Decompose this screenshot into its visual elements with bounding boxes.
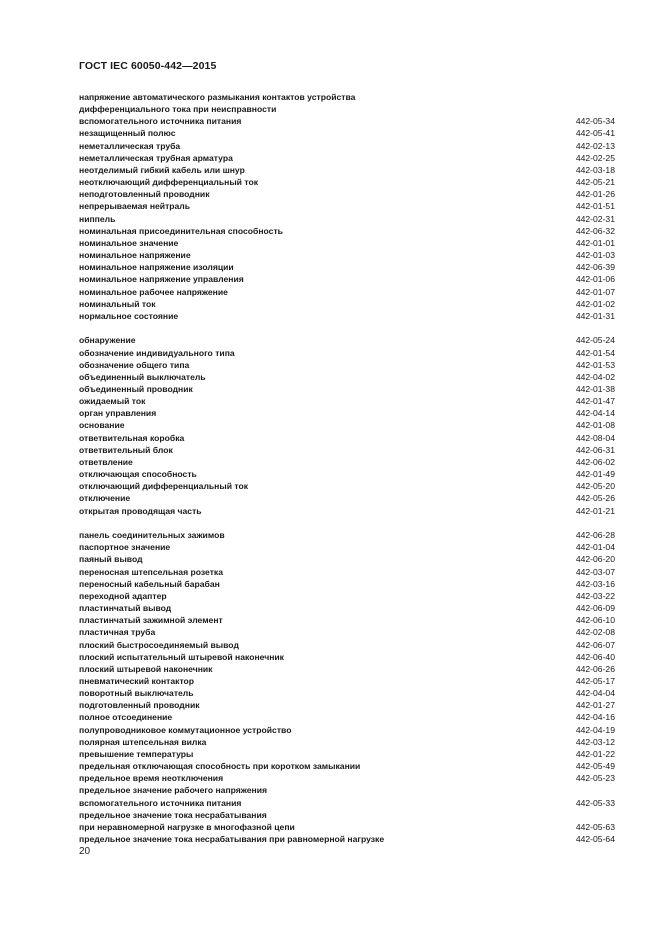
index-term: предельное значение тока несрабатывания (79, 809, 267, 820)
index-entry (79, 432, 615, 444)
index-code: 442-06-40 (575, 651, 615, 662)
index-entry (79, 310, 615, 322)
index-code: 442-04-16 (575, 712, 615, 723)
index-code: 442-03-12 (575, 736, 615, 747)
index-term: номинальное напряжение изоляции (79, 262, 234, 273)
index-term: поворотный выключатель (79, 688, 194, 699)
index-term: ожидаемый ток (79, 396, 146, 407)
index-entry (79, 663, 615, 675)
index-term: орган управления (79, 408, 157, 419)
index-entry (79, 639, 615, 651)
index-entry (79, 152, 615, 164)
index-code: 442-04-19 (575, 724, 615, 735)
index-code: 442-01-47 (575, 396, 615, 407)
index-term: ответвительный блок (79, 444, 173, 455)
index-code: 442-03-22 (575, 590, 615, 601)
index-entry (79, 237, 615, 249)
index-code: 442-01-21 (575, 505, 615, 516)
index-code: 442-05-33 (575, 797, 615, 808)
index-code: 442-05-21 (575, 177, 615, 188)
index-term: отключение (79, 493, 131, 504)
index-term: неметаллическая трубная арматура (79, 152, 233, 163)
index-term: предельное значение тока несрабатывания при равномерной нагрузке (79, 834, 385, 844)
index-entry (79, 687, 615, 699)
index-code: 442-01-49 (575, 469, 615, 480)
index-term: дифференциального тока при неисправности (79, 104, 277, 115)
index-term: полупроводниковое коммутационное устройство (79, 724, 292, 735)
index-entry (79, 797, 615, 809)
index-term: ниппель (79, 213, 116, 224)
index-code: 442-01-38 (575, 383, 615, 394)
index-term: обнаружение (79, 335, 136, 346)
index-term: вспомогательного источника питания (79, 116, 242, 127)
index-code: 442-05-41 (575, 128, 615, 139)
index-term: пневматический контактор (79, 675, 195, 686)
index-code: 442-06-20 (575, 554, 615, 565)
index-term: пластичная труба (79, 627, 156, 638)
index-code: 442-06-26 (575, 663, 615, 674)
index-entry (79, 809, 615, 821)
index-entry (79, 614, 615, 626)
index-entry (79, 699, 615, 711)
index-code: 442-03-16 (575, 578, 615, 589)
index-entry (79, 395, 615, 407)
index-entry (79, 334, 615, 346)
index-code: 442-01-31 (575, 310, 615, 321)
index-code: 442-06-32 (575, 225, 615, 236)
index-code: 442-05-24 (575, 335, 615, 346)
index-term: предельное значение рабочего напряжения (79, 785, 268, 796)
index-entry (79, 103, 615, 115)
index-term: напряжение автоматического размыкания контактов устройства (79, 92, 356, 102)
index-code: 442-04-02 (575, 371, 615, 382)
index-entry (79, 249, 615, 261)
index-code: 442-06-28 (575, 530, 615, 541)
index-entry (79, 566, 615, 578)
index-code: 442-01-01 (575, 237, 615, 248)
index-term: предельная отключающая способность при коротком замыкании (79, 761, 361, 772)
index-term: объединенный выключатель (79, 371, 206, 382)
index-code: 442-05-34 (575, 116, 615, 127)
index-code: 442-03-18 (575, 164, 615, 175)
index-entry (79, 273, 615, 285)
index-entry (79, 578, 615, 590)
index-entry (79, 164, 615, 176)
index-group (79, 91, 615, 322)
index-entry (79, 286, 615, 298)
index-code: 442-06-10 (575, 615, 615, 626)
index-term: полное отсоединение (79, 712, 173, 723)
index-term: неметаллическая труба (79, 140, 181, 151)
index-entry (79, 456, 615, 468)
index-entry (79, 833, 615, 845)
index-term: номинальное рабочее напряжение (79, 286, 228, 297)
index-entry (79, 772, 615, 784)
index-term: предельное время неотключения (79, 773, 224, 784)
index-entry (79, 419, 615, 431)
index-term: подготовленный проводник (79, 700, 200, 711)
index-code: 442-01-02 (575, 298, 615, 309)
index-term: неотделимый гибкий кабель или шнур (79, 164, 245, 175)
index-entry (79, 590, 615, 602)
index-entry (79, 736, 615, 748)
index-code: 442-04-14 (575, 408, 615, 419)
index-term: открытая проводящая часть (79, 505, 202, 516)
index-code: 442-02-08 (575, 627, 615, 638)
index-entry (79, 383, 615, 395)
index-code: 442-04-04 (575, 688, 615, 699)
index-term: вспомогательного источника питания (79, 797, 242, 808)
index-term: переносная штепсельная розетка (79, 566, 223, 577)
index-entry (79, 91, 615, 103)
index-entry (79, 492, 615, 504)
index-entry (79, 371, 615, 383)
index-entry (79, 505, 615, 517)
index-term: неподготовленный проводник (79, 189, 210, 200)
index-entry (79, 553, 615, 565)
index-entry (79, 127, 615, 139)
index-code: 442-06-09 (575, 603, 615, 614)
index-term: полярная штепсельная вилка (79, 736, 207, 747)
index-code: 442-06-07 (575, 639, 615, 650)
index-term: плоский штыревой наконечник (79, 663, 213, 674)
index-entry (79, 176, 615, 188)
index-code: 442-01-04 (575, 542, 615, 553)
index-term: плоский быстросоединяемый вывод (79, 639, 239, 650)
index-entry (79, 140, 615, 152)
index-term: превышение температуры (79, 748, 194, 759)
index-term: пластинчатый вывод (79, 603, 172, 614)
index-term: плоский испытательный штыревой наконечник (79, 651, 284, 662)
index-term: обозначение общего типа (79, 359, 190, 370)
term-index (79, 91, 615, 858)
index-code: 442-01-53 (575, 359, 615, 370)
index-entry (79, 480, 615, 492)
index-code: 442-05-49 (575, 761, 615, 772)
index-term: переносный кабельный барабан (79, 578, 220, 589)
index-code: 442-06-31 (575, 444, 615, 455)
index-entry (79, 711, 615, 723)
index-code: 442-05-17 (575, 675, 615, 686)
index-term: обозначение индивидуального типа (79, 347, 235, 358)
index-code: 442-02-31 (575, 213, 615, 224)
index-code: 442-05-63 (575, 821, 615, 832)
index-code: 442-01-03 (575, 250, 615, 261)
index-term: переходной адаптер (79, 590, 167, 601)
index-term: незащищенный полюс (79, 128, 176, 139)
index-code: 442-05-20 (575, 481, 615, 492)
index-code: 442-05-64 (575, 834, 615, 844)
index-term: номинальное значение (79, 237, 179, 248)
index-entry (79, 225, 615, 237)
index-code: 442-05-23 (575, 773, 615, 784)
index-entry (79, 298, 615, 310)
index-entry (79, 784, 615, 796)
index-term: номинальное напряжение (79, 250, 191, 261)
index-term: номинальное напряжение управления (79, 274, 244, 285)
index-term: нормальное состояние (79, 310, 179, 321)
index-entry (79, 347, 615, 359)
index-code: 442-03-07 (575, 566, 615, 577)
index-code: 442-01-07 (575, 286, 615, 297)
index-term: панель соединительных зажимов (79, 530, 225, 541)
index-term: пластинчатый зажимной элемент (79, 615, 223, 626)
index-term: объединенный проводник (79, 383, 193, 394)
index-code: 442-02-25 (575, 152, 615, 163)
index-entry (79, 760, 615, 772)
index-term: при неравномерной нагрузке в многофазной цепи (79, 821, 295, 832)
index-group (79, 334, 615, 516)
index-entry (79, 821, 615, 833)
index-code: 442-01-06 (575, 274, 615, 285)
index-entry (79, 468, 615, 480)
index-entry (79, 626, 615, 638)
index-entry (79, 359, 615, 371)
index-entry (79, 444, 615, 456)
index-term: отключающий дифференциальный ток (79, 481, 249, 492)
index-entry (79, 748, 615, 760)
index-code: 442-06-39 (575, 262, 615, 273)
index-code: 442-02-13 (575, 140, 615, 151)
index-entry (79, 541, 615, 553)
index-term: непрерываемая нейтраль (79, 201, 191, 212)
page-header-title: ГОСТ IEC 60050-442—2015 (79, 60, 217, 72)
index-code: 442-01-26 (575, 189, 615, 200)
index-term: отключающая способность (79, 469, 197, 480)
index-term: ответвление (79, 456, 133, 467)
index-term: номинальный ток (79, 298, 156, 309)
page-number: 20 (79, 846, 91, 857)
index-code: 442-06-02 (575, 456, 615, 467)
index-entry (79, 200, 615, 212)
index-code: 442-01-27 (575, 700, 615, 711)
index-code: 442-01-08 (575, 420, 615, 431)
index-entry (79, 529, 615, 541)
index-entry (79, 724, 615, 736)
index-entry (79, 675, 615, 687)
index-entry (79, 602, 615, 614)
index-term: паяный вывод (79, 554, 143, 565)
index-term: паспортное значение (79, 542, 171, 553)
index-entry (79, 651, 615, 663)
index-term: основание (79, 420, 125, 431)
index-code: 442-01-54 (575, 347, 615, 358)
index-entry (79, 261, 615, 273)
index-group (79, 529, 615, 845)
index-entry (79, 115, 615, 127)
index-code: 442-08-04 (575, 432, 615, 443)
index-entry (79, 188, 615, 200)
index-entry (79, 213, 615, 225)
index-term: ответвительная коробка (79, 432, 185, 443)
index-term: неотключающий дифференциальный ток (79, 177, 258, 188)
index-term: номинальная присоединительная способность (79, 225, 283, 236)
index-code: 442-01-51 (575, 201, 615, 212)
index-entry (79, 407, 615, 419)
index-code: 442-01-22 (575, 748, 615, 759)
index-code: 442-05-26 (575, 493, 615, 504)
